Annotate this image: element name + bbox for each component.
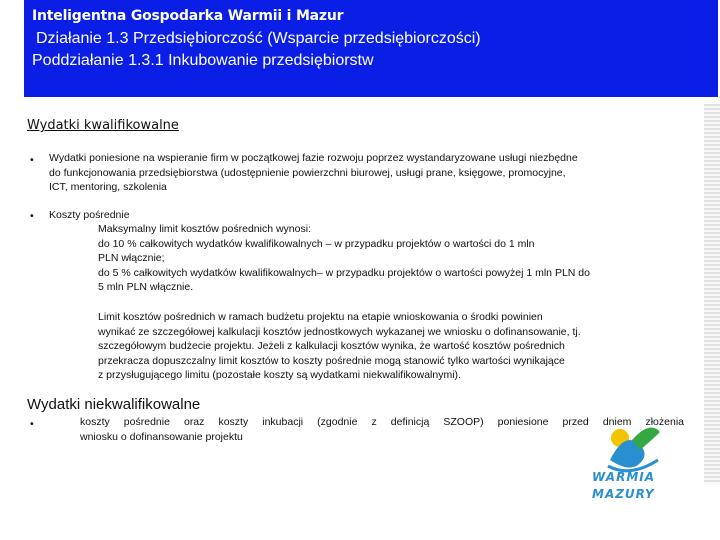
paragraph-line: Limit kosztów pośrednich w ramach budżetu projektu na etapie wnioskowania o środki powinien bbox=[98, 311, 543, 323]
header-program-title: Inteligentna Gospodarka Warmii i Mazur bbox=[32, 8, 344, 24]
slide-header bbox=[24, 0, 718, 97]
list-item-line: Wydatki poniesione na wspieranie firm w początkowej fazie rozwoju poprzez wystandaryzowane usługi niezbędne bbox=[49, 152, 578, 164]
paragraph-line: z przysługującego limitu (pozostałe koszty są wydatkami niekwalifikowalnymi). bbox=[98, 369, 461, 381]
paragraph-line: przekracza dopuszczalny limit kosztów to koszty pośrednie mogą stanowić tylko wartości wynikające bbox=[98, 354, 565, 367]
header-action-title: Działanie 1.3 Przedsiębiorczość (Wsparcie przedsiębiorczości) bbox=[36, 30, 481, 47]
section-title-ineligible: Wydatki niekwalifikowalne bbox=[27, 396, 201, 413]
header-subaction-title: Poddziałanie 1.3.1 Inkubowanie przedsiębiorstw bbox=[32, 52, 374, 69]
list-item-line: koszty pośrednie oraz koszty inkubacji (zgodnie z definicją SZOOP) poniesione przed dniem złożenia bbox=[80, 416, 684, 428]
logo-text-mazury: MAZURY bbox=[592, 487, 655, 501]
paragraph-line: wynikać ze szczegółowej kalkulacji kosztów jednostkowych wykazanej we wniosku o dofinansowanie, tj. bbox=[98, 325, 581, 338]
paragraph-line: szczegółowym budżecie projektu. Jeżeli z kalkulacji kosztów wynika, że wartość kosztów pośrednich bbox=[98, 340, 565, 352]
limit-line: PLN włącznie; bbox=[98, 252, 165, 264]
limit-line: 5 mln PLN włącznie. bbox=[98, 281, 194, 293]
indirect-costs-limit bbox=[98, 222, 678, 295]
bullet-1: • bbox=[30, 154, 34, 166]
list-item-line: ICT, mentoring, szkolenia bbox=[49, 181, 167, 193]
list-item-eligible-2-title: Koszty pośrednie bbox=[49, 209, 130, 221]
limit-line: Maksymalny limit kosztów pośrednich wynosi: bbox=[98, 223, 311, 235]
bullet-3: • bbox=[30, 418, 34, 430]
indirect-costs-paragraph bbox=[98, 310, 678, 383]
logo-text-warmia: WARMIA bbox=[592, 470, 656, 484]
decorative-stripe bbox=[704, 104, 720, 484]
list-item-eligible-1 bbox=[49, 151, 689, 195]
section-title-eligible: Wydatki kwalifikowalne bbox=[27, 118, 179, 133]
list-item-line: wniosku o dofinansowanie projektu bbox=[80, 430, 243, 443]
list-item-line: do funkcjonowania przedsiębiorstwa (udostępnienie powierzchni biurowej, usługi prane, księgowe, promocyjne, bbox=[49, 166, 566, 179]
bullet-2: • bbox=[30, 210, 34, 222]
limit-line: do 5 % całkowitych wydatków kwalifikowalnych– w przypadku projektów o wartości powyżej 1 mln PLN do bbox=[98, 266, 590, 279]
limit-line: do 10 % całkowitych wydatków kwalifikowalnych – w przypadku projektów o wartości do 1 mln bbox=[98, 237, 535, 250]
